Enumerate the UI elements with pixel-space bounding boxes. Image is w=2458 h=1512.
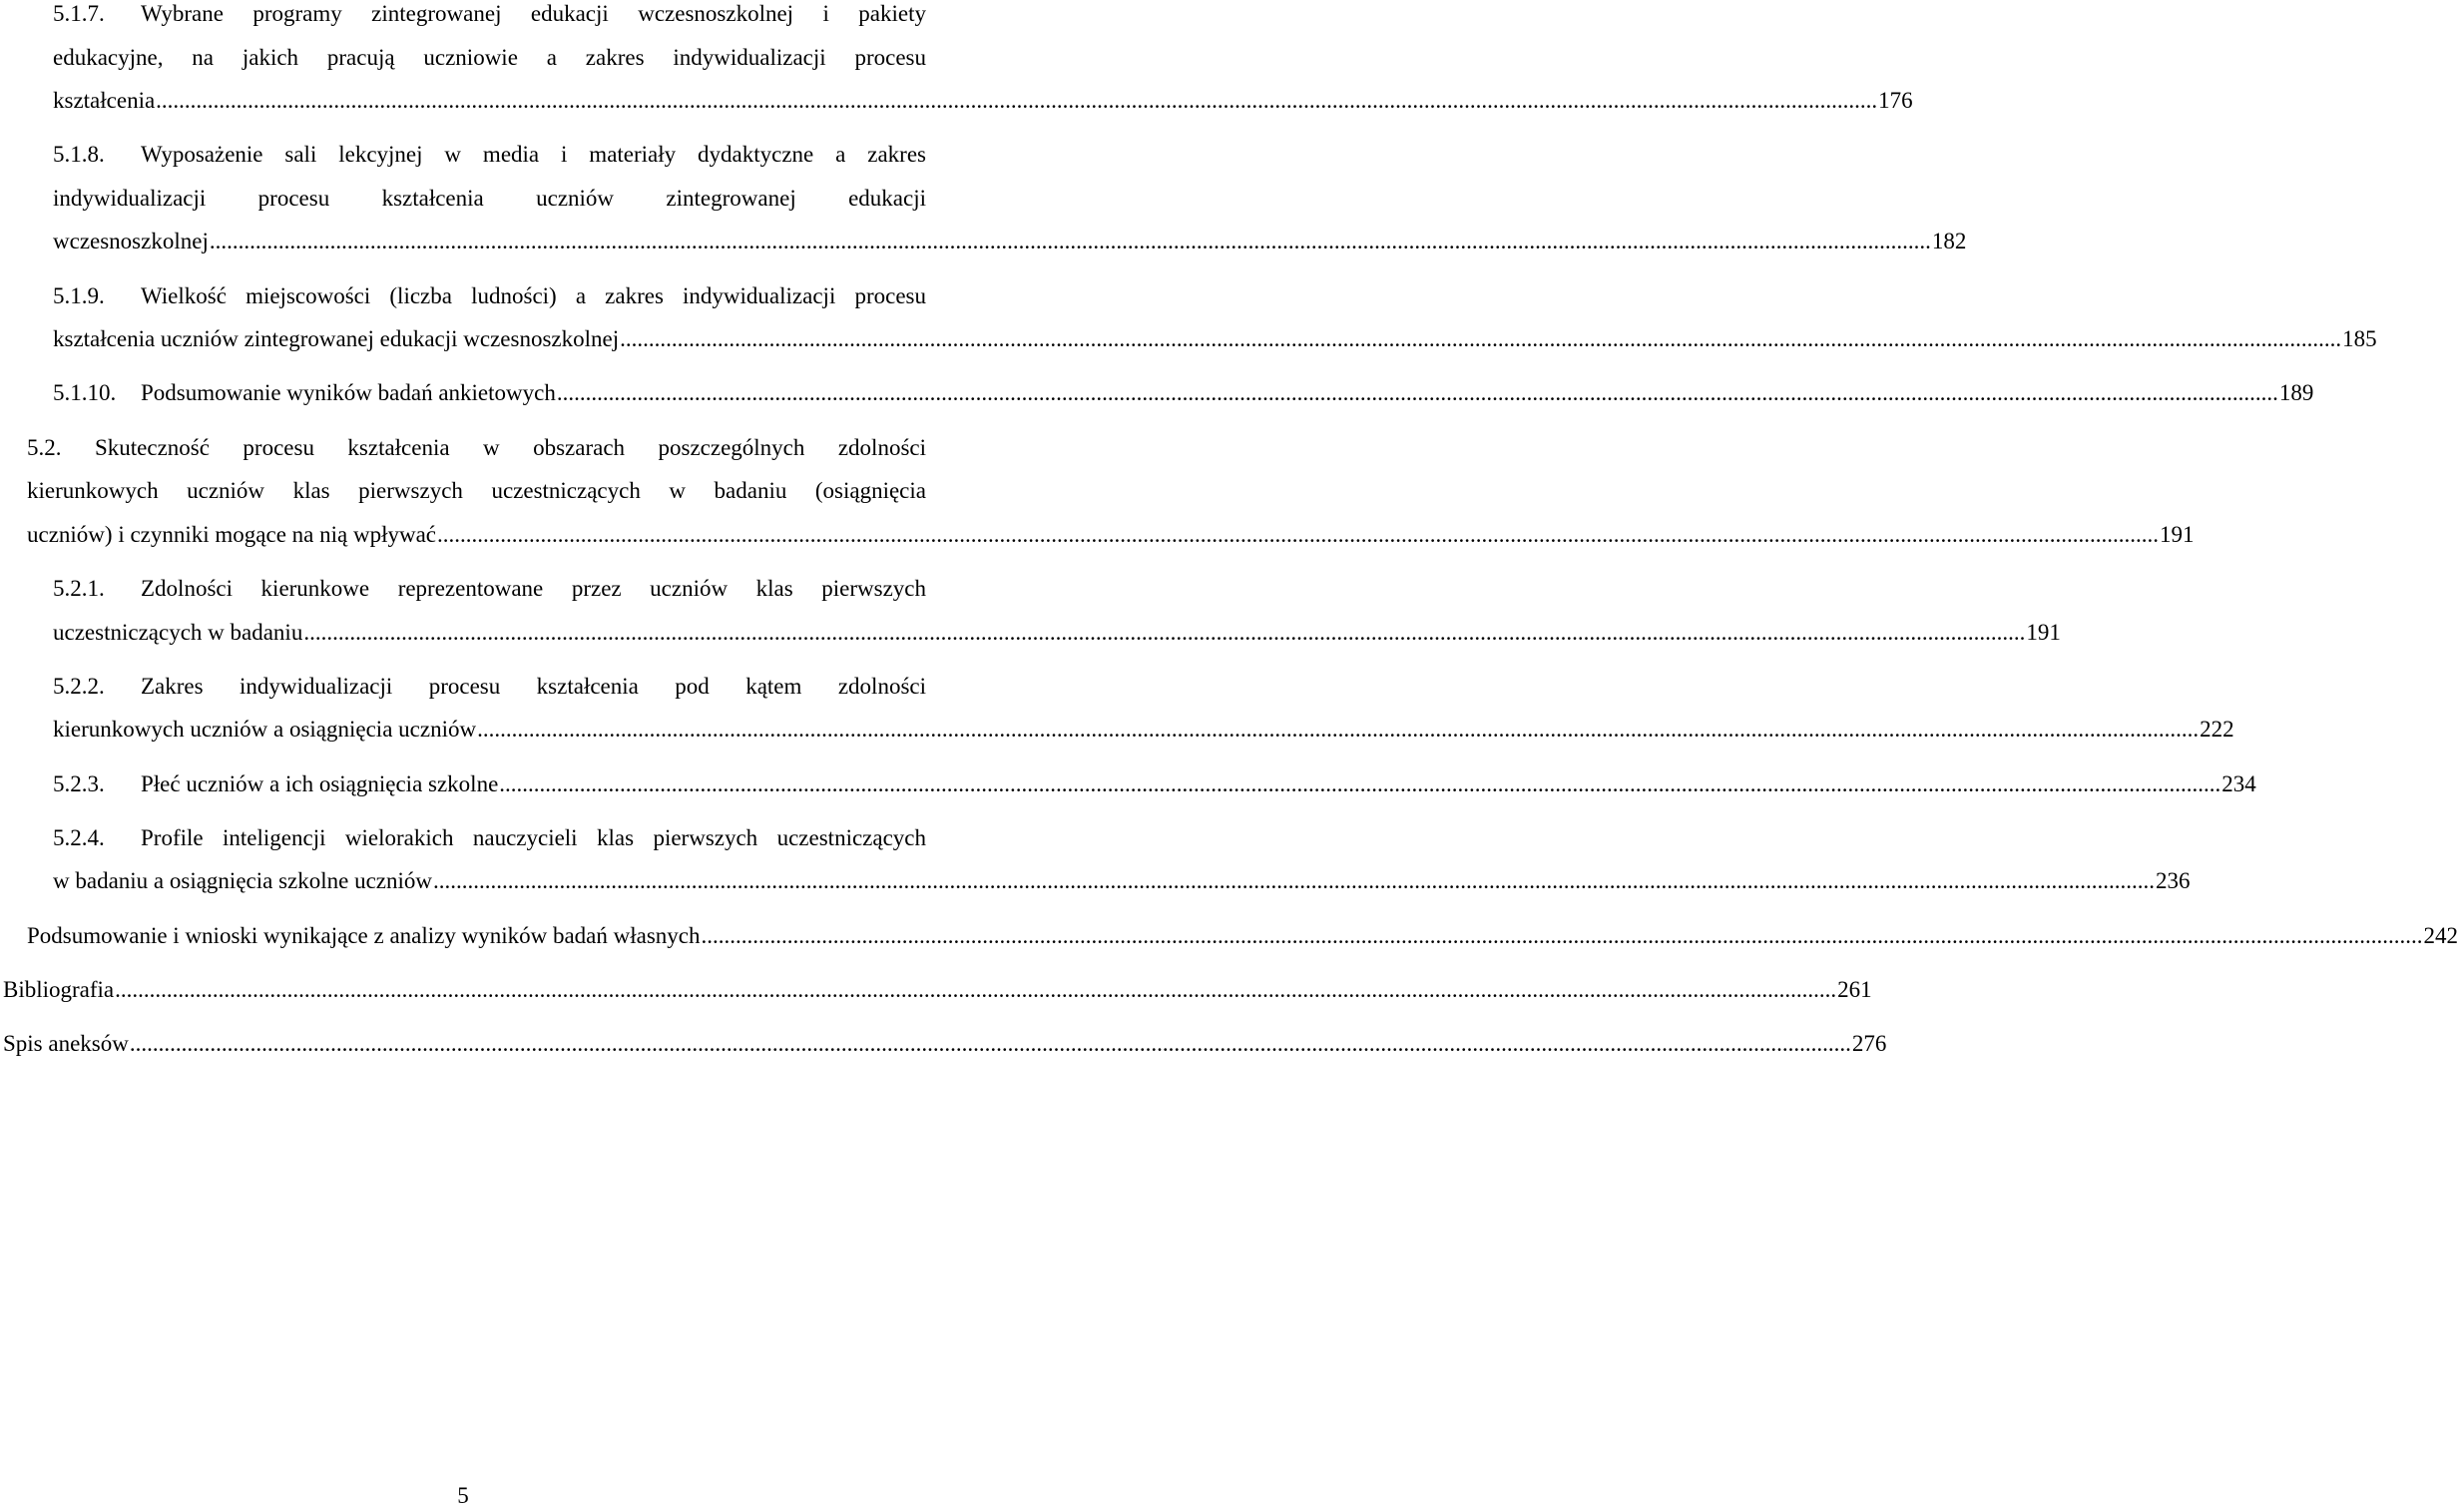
toc-entry-title: uczniów) i czynniki mogące na nią wpływać [27, 521, 437, 547]
toc-leader-dots: ............................................................................................................................................................................................................................................................................................................ [303, 619, 2026, 645]
toc-entry-title-line: Skuteczność procesu kształcenia w obszarach poszczególnych zdolności [95, 434, 926, 460]
toc-entry-title: Płeć uczniów a ich osiągnięcia szkolne [141, 770, 499, 796]
toc-leader-dots: ............................................................................................................................................................................................................................................................................................................ [156, 88, 1878, 113]
toc-leader-dots: ............................................................................................................................................................................................................................................................................................................ [620, 326, 2342, 352]
toc-entry-number: 5.2. [27, 434, 62, 460]
toc-leader-dots: ............................................................................................................................................................................................................................................................................................................ [129, 1031, 1851, 1057]
toc-entry-title-line: kierunkowych uczniów klas pierwszych uczestniczących w badaniu (osiągnięcia [27, 478, 926, 504]
toc-entry-title: Podsumowanie i wnioski wynikające z analizy wyników badań własnych [27, 922, 701, 948]
toc-page-number: 185 [2342, 326, 2377, 352]
toc-leader-dots: ............................................................................................................................................................................................................................................................................................................ [477, 717, 2200, 743]
toc-entry-title: uczestniczących w badaniu [53, 619, 303, 645]
toc-page-number: 182 [1931, 229, 1967, 254]
toc-page-number: 191 [2026, 619, 2061, 645]
toc-leader-dots: ............................................................................................................................................................................................................................................................................................................ [433, 868, 2156, 894]
toc-page-number: 176 [1878, 88, 1913, 113]
toc-entry-title: wczesnoszkolnej [53, 229, 209, 254]
toc-entry-title-line: indywidualizacji procesu kształcenia uczniów zintegrowanej edukacji [53, 185, 926, 211]
toc-entry-title: kształcenia [53, 88, 156, 113]
toc-page-number: 191 [2160, 521, 2195, 547]
toc-page-number: 189 [2278, 380, 2314, 406]
toc-entry-title-line: Wyposażenie sali lekcyjnej w media i materiały dydaktyczne a zakres [141, 142, 926, 168]
toc-entry-title: kształcenia uczniów zintegrowanej edukacji wczesnoszkolnej [53, 326, 620, 352]
toc-entry-title: kierunkowych uczniów a osiągnięcia uczniów [53, 717, 477, 743]
toc-entry-title-line: Zakres indywidualizacji procesu kształcenia pod kątem zdolności [141, 673, 926, 699]
toc-entry-number: 5.1.9. [53, 282, 105, 308]
toc-page-number: 242 [2423, 922, 2458, 948]
toc-entry-title: Spis aneksów [3, 1031, 129, 1057]
toc-leader-dots: ............................................................................................................................................................................................................................................................................................................ [115, 977, 1837, 1002]
toc-entry-number: 5.2.4. [53, 824, 105, 850]
toc-entry-title-line: Wybrane programy zintegrowanej edukacji wczesnoszkolnej i pakiety [141, 1, 926, 26]
toc-page-number: 261 [1837, 977, 1872, 1002]
toc-leader-dots: ............................................................................................................................................................................................................................................................................................................ [701, 922, 2423, 948]
page-number: 5 [457, 1483, 469, 1508]
toc-entry-title-line: Wielkość miejscowości (liczba ludności) a zakres indywidualizacji procesu [141, 282, 926, 308]
toc-leader-dots: ............................................................................................................................................................................................................................................................................................................ [437, 521, 2160, 547]
toc-entry-number: 5.1.8. [53, 142, 105, 168]
toc-entry-title: Bibliografia [3, 977, 115, 1002]
toc-entry-title: Podsumowanie wyników badań ankietowych [141, 380, 556, 406]
toc-entry-title-line: Zdolności kierunkowe reprezentowane przez uczniów klas pierwszych [141, 576, 926, 601]
toc-entry-number: 5.2.1. [53, 576, 105, 601]
toc-entry-number: 5.1.10. [53, 380, 117, 406]
toc-page-number: 276 [1851, 1031, 1887, 1057]
toc-entry-title: w badaniu a osiągnięcia szkolne uczniów [53, 868, 433, 894]
toc-leader-dots: ............................................................................................................................................................................................................................................................................................................ [556, 380, 2278, 406]
toc-page-number: 222 [2200, 717, 2234, 743]
toc-leader-dots: ............................................................................................................................................................................................................................................................................................................ [499, 770, 2221, 796]
toc-entry-title-line: Profile inteligencji wielorakich nauczycieli klas pierwszych uczestniczących [141, 824, 926, 850]
toc-page-number: 236 [2156, 868, 2191, 894]
toc-entry-title-line: edukacyjne, na jakich pracują uczniowie a zakres indywidualizacji procesu [53, 44, 926, 70]
toc-entry-number: 5.2.3. [53, 770, 105, 796]
toc-leader-dots: ............................................................................................................................................................................................................................................................................................................ [209, 229, 1931, 254]
toc-entry-number: 5.2.2. [53, 673, 105, 699]
toc-page-number: 234 [2221, 770, 2256, 796]
toc-entry-number: 5.1.7. [53, 1, 105, 26]
